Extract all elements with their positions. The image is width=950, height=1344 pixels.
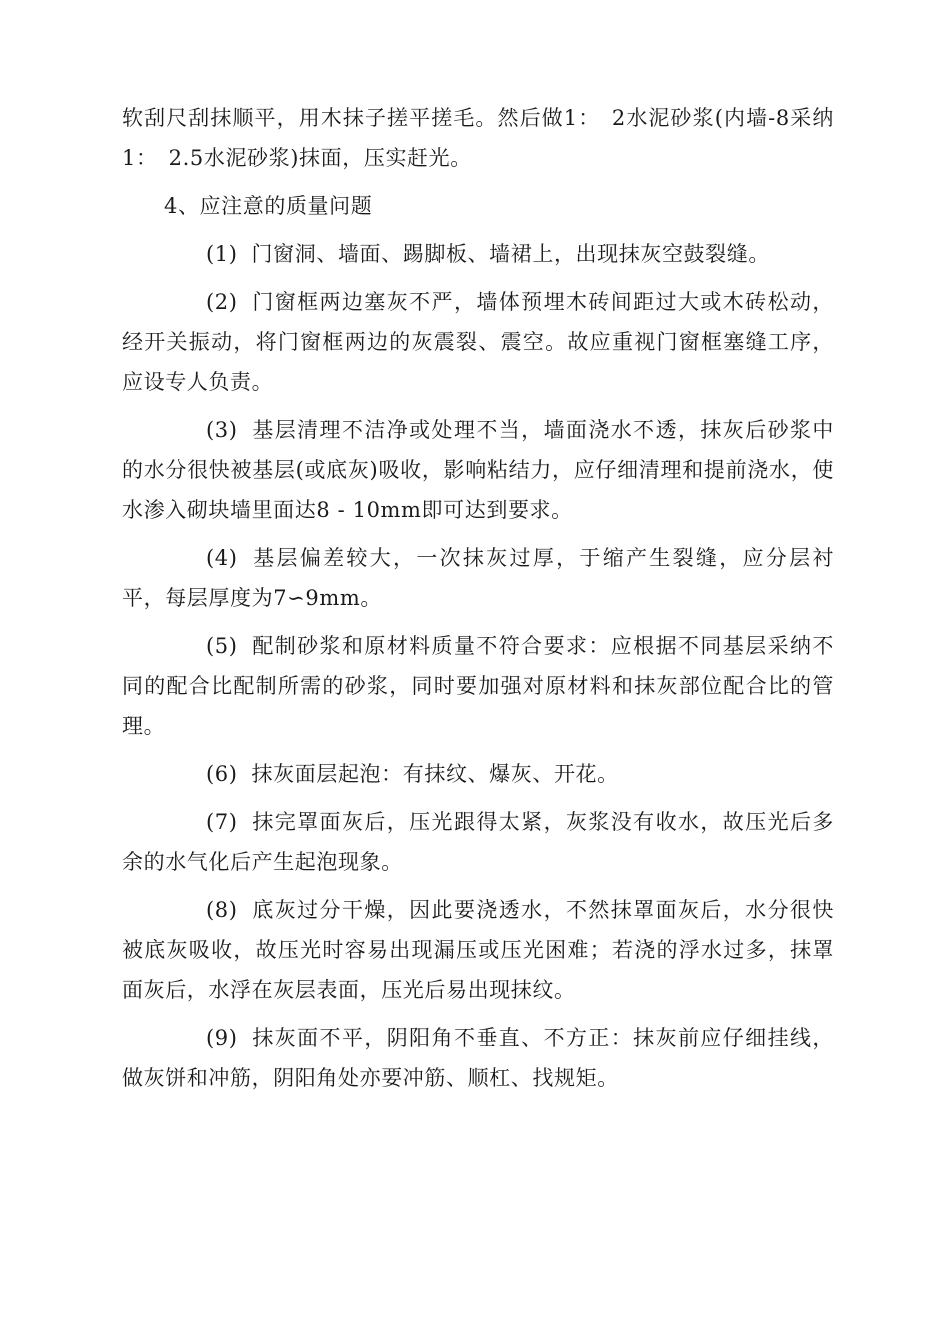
list-item [122,234,834,274]
list-item-text: 抹灰面不平，阴阳角不垂直、不方正：抹灰前应仔细挂线，做灰饼和冲筋，阴阳角处亦要冲筋、顺杠、找规矩。 [122,1026,834,1090]
list-item-number: (6) [206,762,238,786]
list-item-text: 门窗洞、墙面、踢脚板、墙裙上，出现抹灰空鼓裂缝。 [251,242,770,266]
section-heading [122,186,834,226]
paragraph-text: 软刮尺刮抹顺平，用木抹子搓平搓毛。然后做1： 2水泥砂浆(内墙-8采纳1： 2.5水泥砂浆)抹面，压实赶光。 [122,106,834,170]
list-item-number: (9) [206,1026,238,1050]
list-item-number: (3) [206,418,238,442]
list-item [122,890,834,1010]
document-body [122,98,834,1106]
list-item-text: 基层清理不洁净或处理不当，墙面浇水不透，抹灰后砂浆中的水分很快被基层(或底灰)吸收，影响粘结力，应仔细清理和提前浇水，使水渗入砌块墙里面达8 - 10mm即可达到要求。 [122,418,834,522]
list-item [122,626,834,746]
list-item-number: (8) [206,898,238,922]
list-item-text: 抹灰面层起泡：有抹纹、爆灰、开花。 [251,762,619,786]
list-item-number: (1) [206,242,238,266]
list-item-text: 配制砂浆和原材料质量不符合要求：应根据不同基层采纳不同的配合比配制所需的砂浆，同时要加强对原材料和抹灰部位配合比的管理。 [122,634,834,738]
list-item [122,538,834,618]
list-item-number: (4) [206,546,238,570]
list-item [122,410,834,530]
list-item-number: (7) [206,810,238,834]
list-item [122,802,834,882]
list-item [122,754,834,794]
list-item [122,1018,834,1098]
list-item-number: (2) [206,290,238,314]
section-heading-text: 4、应注意的质量问题 [164,194,373,218]
list-item-text: 底灰过分干燥，因此要浇透水，不然抹罩面灰后，水分很快被底灰吸收，故压光时容易出现漏压或压光困难；若浇的浮水过多，抹罩面灰后，水浮在灰层表面，压光后易出现抹纹。 [122,898,834,1002]
list-item [122,282,834,402]
list-item-text: 门窗框两边塞灰不严，墙体预埋木砖间距过大或木砖松动，经开关振动，将门窗框两边的灰震裂、震空。故应重视门窗框塞缝工序，应设专人负责。 [122,290,834,394]
list-item-number: (5) [206,634,238,658]
list-item-text: 抹完罩面灰后，压光跟得太紧，灰浆没有收水，故压光后多余的水气化后产生起泡现象。 [122,810,834,874]
paragraph-continuation [122,98,834,178]
list-item-text: 基层偏差较大，一次抹灰过厚，于缩产生裂缝，应分层衬平，每层厚度为7∽9mm。 [122,546,834,610]
